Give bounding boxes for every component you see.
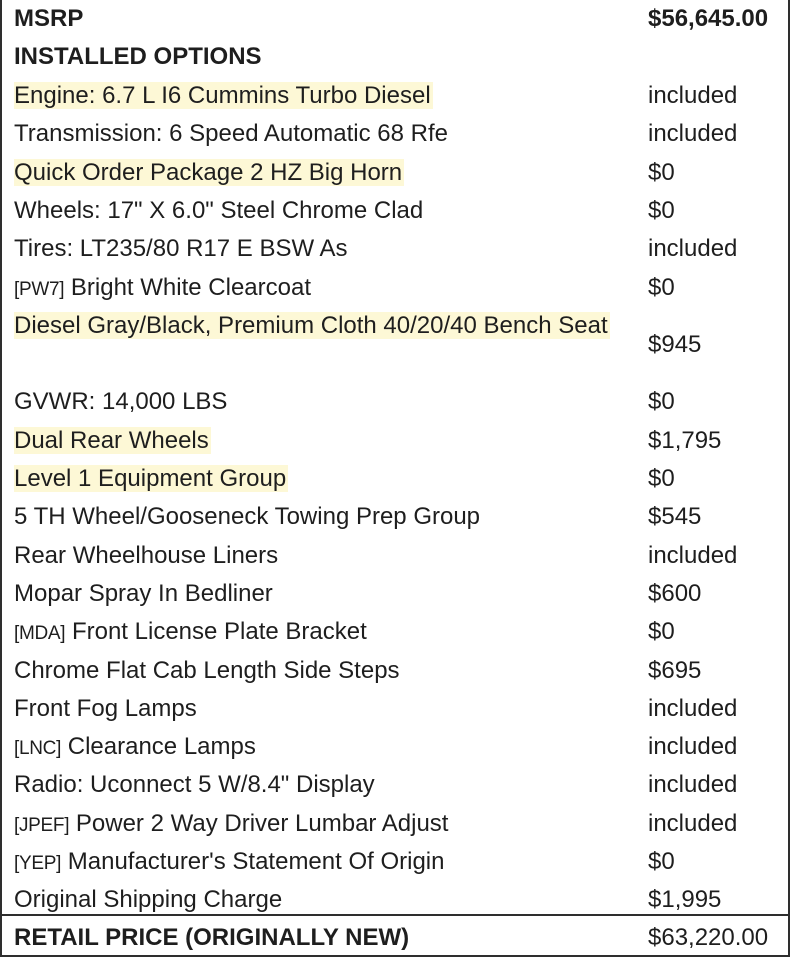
option-name: GVWR: 14,000 LBS [14, 388, 228, 416]
option-label [14, 192, 624, 230]
option-price: $945 [648, 330, 702, 358]
option-code: [PW7] [14, 278, 65, 300]
option-row [2, 690, 788, 728]
option-price: $695 [648, 656, 702, 684]
option-label [14, 690, 624, 728]
option-label [14, 307, 624, 345]
option-code: [MDA] [14, 623, 66, 645]
option-code: [LNC] [14, 738, 62, 760]
option-name: Clearance Lamps [67, 733, 256, 761]
option-name: Dual Rear Wheels [14, 426, 209, 454]
option-label-text [14, 771, 375, 798]
option-name: Radio: Uconnect 5 W/8.4" Display [14, 771, 375, 799]
option-label-text [14, 695, 197, 722]
option-label [14, 805, 624, 845]
option-label-text [14, 503, 480, 530]
option-label [14, 728, 624, 768]
option-row [2, 766, 788, 804]
option-row [2, 230, 788, 268]
option-label-text [14, 197, 423, 224]
option-price: $1,995 [648, 886, 722, 914]
option-price: included [648, 771, 738, 799]
option-label [14, 115, 624, 153]
option-name: Front Fog Lamps [14, 694, 197, 722]
option-label-text [14, 810, 448, 837]
option-row [2, 537, 788, 575]
option-row [2, 575, 788, 613]
option-name: Diesel Gray/Black, Premium Cloth 40/20/40 Bench Seat [14, 311, 608, 339]
option-label-text [14, 580, 273, 607]
option-price: included [648, 694, 738, 722]
option-row [2, 383, 788, 421]
option-label [14, 766, 624, 804]
option-price: included [648, 120, 738, 148]
option-row [2, 613, 788, 651]
option-label [14, 422, 624, 460]
option-label [14, 77, 624, 115]
option-row [2, 115, 788, 153]
option-label [14, 843, 624, 883]
option-name: Bright White Clearcoat [70, 273, 311, 301]
option-price: $0 [648, 618, 675, 646]
option-name: Mopar Spray In Bedliner [14, 579, 273, 607]
installed-options-heading: INSTALLED OPTIONS [14, 43, 262, 70]
option-row [2, 498, 788, 536]
option-row [2, 805, 788, 843]
option-row [2, 192, 788, 230]
option-name: Level 1 Equipment Group [14, 465, 287, 492]
option-label [14, 154, 624, 192]
option-row [2, 154, 788, 192]
option-row [2, 422, 788, 460]
option-label [14, 230, 624, 268]
option-code: [JPEF] [14, 814, 70, 836]
option-name: Power 2 Way Driver Lumbar Adjust [75, 809, 449, 837]
total-divider [2, 914, 788, 916]
retail-price-value: $63,220.00 [648, 924, 769, 951]
option-label [14, 269, 624, 309]
option-row [2, 307, 788, 384]
msrp-label: MSRP [14, 5, 84, 32]
option-name: Quick Order Package 2 HZ Big Horn [14, 158, 403, 186]
option-name: Tires: LT235/80 R17 E BSW As [14, 235, 348, 263]
option-row [2, 460, 788, 498]
option-label-text [14, 274, 311, 301]
option-label-text [14, 235, 347, 262]
option-price: $545 [648, 503, 702, 531]
msrp-value: $56,645.00 [648, 5, 769, 32]
option-code: [YEP] [14, 853, 62, 874]
option-name: Chrome Flat Cab Length Side Steps [14, 656, 400, 684]
option-price: included [648, 235, 738, 263]
option-name: Manufacturer's Statement Of Origin [67, 848, 445, 875]
option-label-text [14, 159, 404, 186]
option-label [14, 613, 624, 653]
option-label-text [14, 120, 448, 147]
option-price: included [648, 809, 738, 837]
option-price: $1,795 [648, 426, 722, 454]
option-price: $0 [648, 388, 675, 416]
option-label-text [14, 848, 444, 875]
option-row [2, 269, 788, 307]
option-price: $0 [648, 848, 675, 875]
option-label-text [14, 82, 433, 109]
option-row [2, 652, 788, 690]
option-label [14, 652, 624, 690]
option-name: Engine: 6.7 L I6 Cummins Turbo Diesel [14, 82, 431, 109]
option-price: included [648, 733, 738, 761]
option-name: Original Shipping Charge [14, 886, 283, 914]
option-price: $0 [648, 158, 675, 186]
option-label [14, 460, 624, 498]
option-row [2, 843, 788, 881]
option-label-text [14, 618, 367, 645]
option-row [2, 728, 788, 766]
option-label-text [14, 427, 211, 454]
option-name: Front License Plate Bracket [71, 618, 367, 646]
option-label-text [14, 465, 288, 492]
option-label-text [14, 542, 278, 569]
option-label-text [14, 312, 610, 339]
option-price: $600 [648, 579, 702, 607]
option-price: $0 [648, 273, 675, 301]
retail-price-label: RETAIL PRICE (ORIGINALLY NEW) [14, 924, 410, 951]
option-label [14, 537, 624, 575]
option-price: included [648, 82, 738, 109]
option-label-text [14, 886, 282, 913]
option-label-text [14, 733, 256, 760]
option-name: Rear Wheelhouse Liners [14, 541, 279, 569]
option-price: included [648, 541, 738, 569]
option-label [14, 498, 624, 536]
option-row [2, 77, 788, 115]
option-price: $0 [648, 465, 675, 492]
option-label [14, 575, 624, 613]
option-name: 5 TH Wheel/Gooseneck Towing Prep Group [14, 503, 481, 531]
option-name: Wheels: 17" X 6.0" Steel Chrome Clad [14, 196, 424, 224]
option-label-text [14, 657, 400, 684]
option-price: $0 [648, 196, 675, 224]
option-label [14, 383, 624, 421]
option-name: Transmission: 6 Speed Automatic 68 Rfe [14, 120, 448, 148]
option-label-text [14, 388, 227, 415]
